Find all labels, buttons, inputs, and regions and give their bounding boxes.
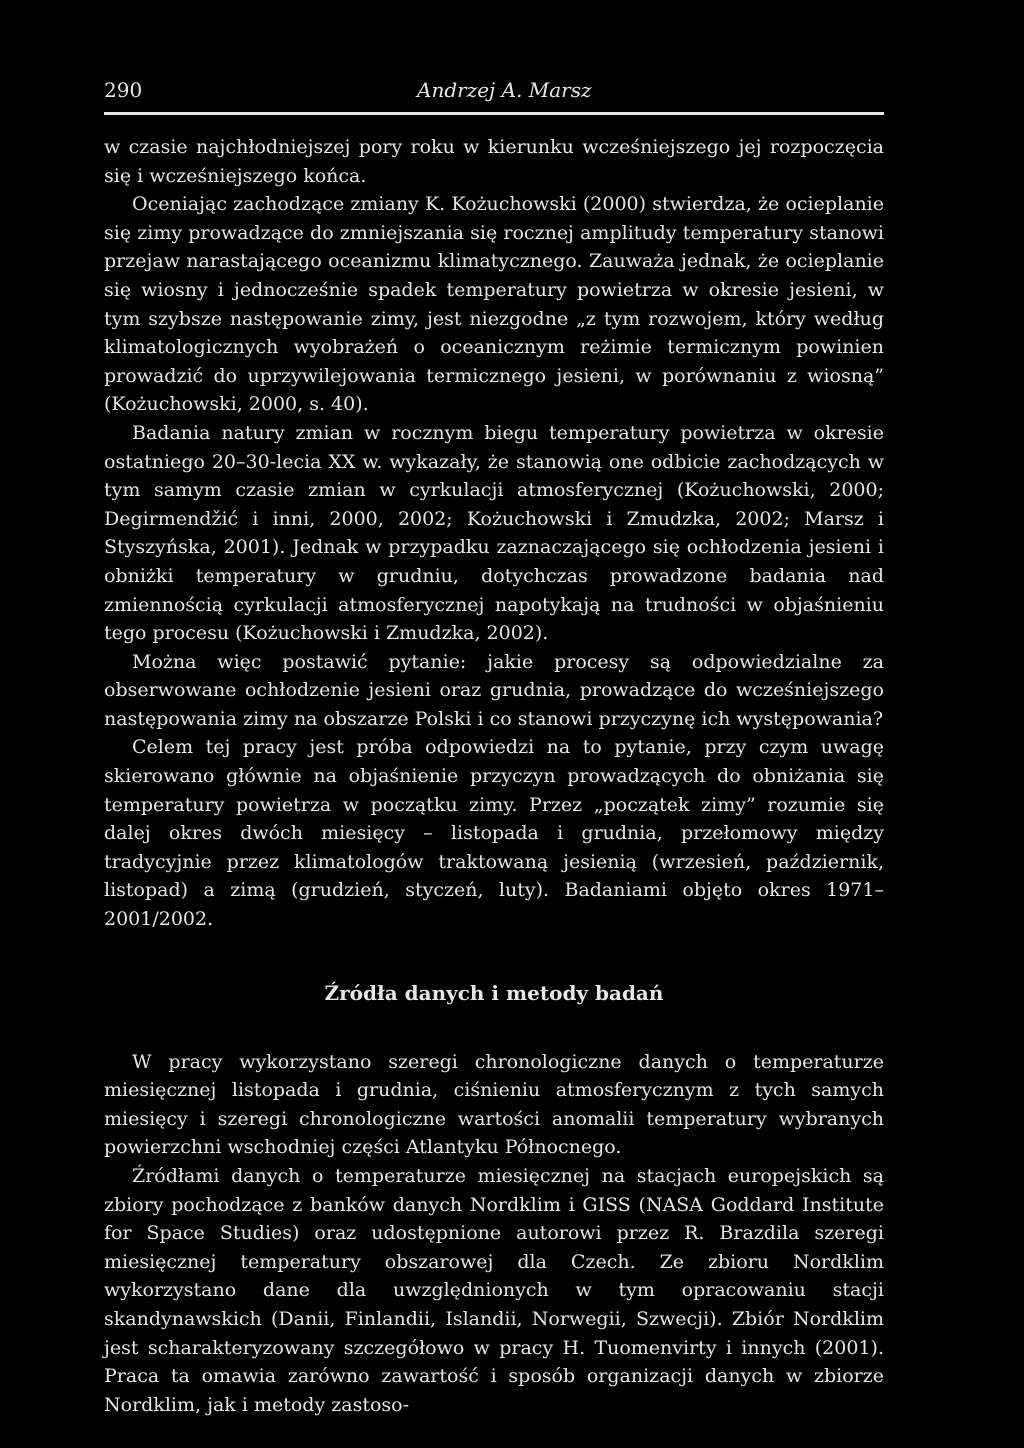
paragraph: Oceniając zachodzące zmiany K. Kożuchowski (2000) stwierdza, że ocieplanie się zimy prowadzące do zmniejszania się rocznej amplitudy temperatury stanowi przejaw narastającego oceanizmu klimatycznego. Zauważa jednak, że ocieplanie się wiosny i jednocześnie spadek temperatury powietrza w okresie jesieni, w tym szybsze następowanie zimy, jest niezgodne „z tym rozwojem, który według klimatologicznych wyobrażeń o oceanicznym reżimie termicznym powinien prowadzić do uprzywilejowania termicznego jesieni, w porównaniu z wiosną” (Kożuchowski, 2000, s. 40). xyxy=(104,193,884,416)
paragraph: Celem tej pracy jest próba odpowiedzi na to pytanie, przy czym uwagę skierowano głównie na objaśnienie przyczyn prowadzących do obniżania się temperatury powietrza w początku zimy. Przez „początek zimy” rozumie się dalej okres dwóch miesięcy – listopada i grudnia, przełomowy między tradycyjnie przez klimatologów traktowaną jesienią (wrzesień, październik, listopad) a zimą (grudzień, styczeń, luty). Badaniami objęto okres 1971–2001/2002. xyxy=(104,736,884,931)
header-rule xyxy=(104,112,884,115)
document-page xyxy=(104,70,884,1419)
paragraph: Można więc postawić pytanie: jakie procesy są odpowiedzialne za obserwowane ochłodzenie jesieni oraz grudnia, prowadzące do wcześniejszego następowania zimy na obszarze Polski i co stanowi przyczynę ich występowania? xyxy=(104,650,884,730)
running-head-author: Andrzej A. Marsz xyxy=(417,78,592,102)
page-number: 290 xyxy=(104,78,143,102)
paragraph: W pracy wykorzystano szeregi chronologiczne danych o temperaturze miesięcznej listopada i grudnia, ciśnieniu atmosferycznym z tych samych miesięcy i szeregi chronologiczne wartości anomalii temperatury wybranych powierzchni wschodniej części Atlantyku Północnego. xyxy=(104,1050,884,1159)
paragraph: w czasie najchłodniejszej pory roku w kierunku wcześniejszego jej rozpoczęcia się i wcześniejszego końca. xyxy=(104,136,884,187)
section-heading: Źródła danych i metody badań xyxy=(324,980,664,1005)
paragraph: Źródłami danych o temperaturze miesięcznej na stacjach europejskich są zbiory pochodzące z banków danych Nordklim i GISS (NASA Goddard Institute for Space Studies) oraz udostępnione autorowi przez R. Brazdila szeregi miesięcznej temperatury obszarowej dla Czech. Ze zbioru Nordklim wykorzystano dane dla uwzględnionych w tym opracowaniu stacji skandynawskich (Danii, Finlandii, Islandii, Norwegii, Szwecji). Zbiór Nordklim jest scharakteryzowany szczegółowo w pracy H. Tuomenvirty i innych (2001). Praca ta omawia zarówno zawartość i sposób organizacji danych w zbiorze Nordklim, jak i metody zastoso- xyxy=(104,1165,884,1416)
paragraph: Badania natury zmian w rocznym biegu temperatury powietrza w okresie ostatniego 20–30-lecia XX w. wykazały, że stanowią one odbicie zachodzących w tym samym czasie zmian w cyrkulacji atmosferycznej (Kożuchowski, 2000; Degirmendžić i inni, 2000, 2002; Kożuchowski i Zmudzka, 2002; Marsz i Styszyńska, 2001). Jednak w przypadku zaznaczającego się ochłodzenia jesieni i obniżki temperatury w grudniu, dotychczas prowadzone badania nad zmiennością cyrkulacji atmosferycznej napotykają na trudności w objaśnieniu tego procesu (Kożuchowski i Zmudzka, 2002). xyxy=(104,421,884,645)
running-head xyxy=(104,70,884,110)
body-text xyxy=(104,133,884,1419)
